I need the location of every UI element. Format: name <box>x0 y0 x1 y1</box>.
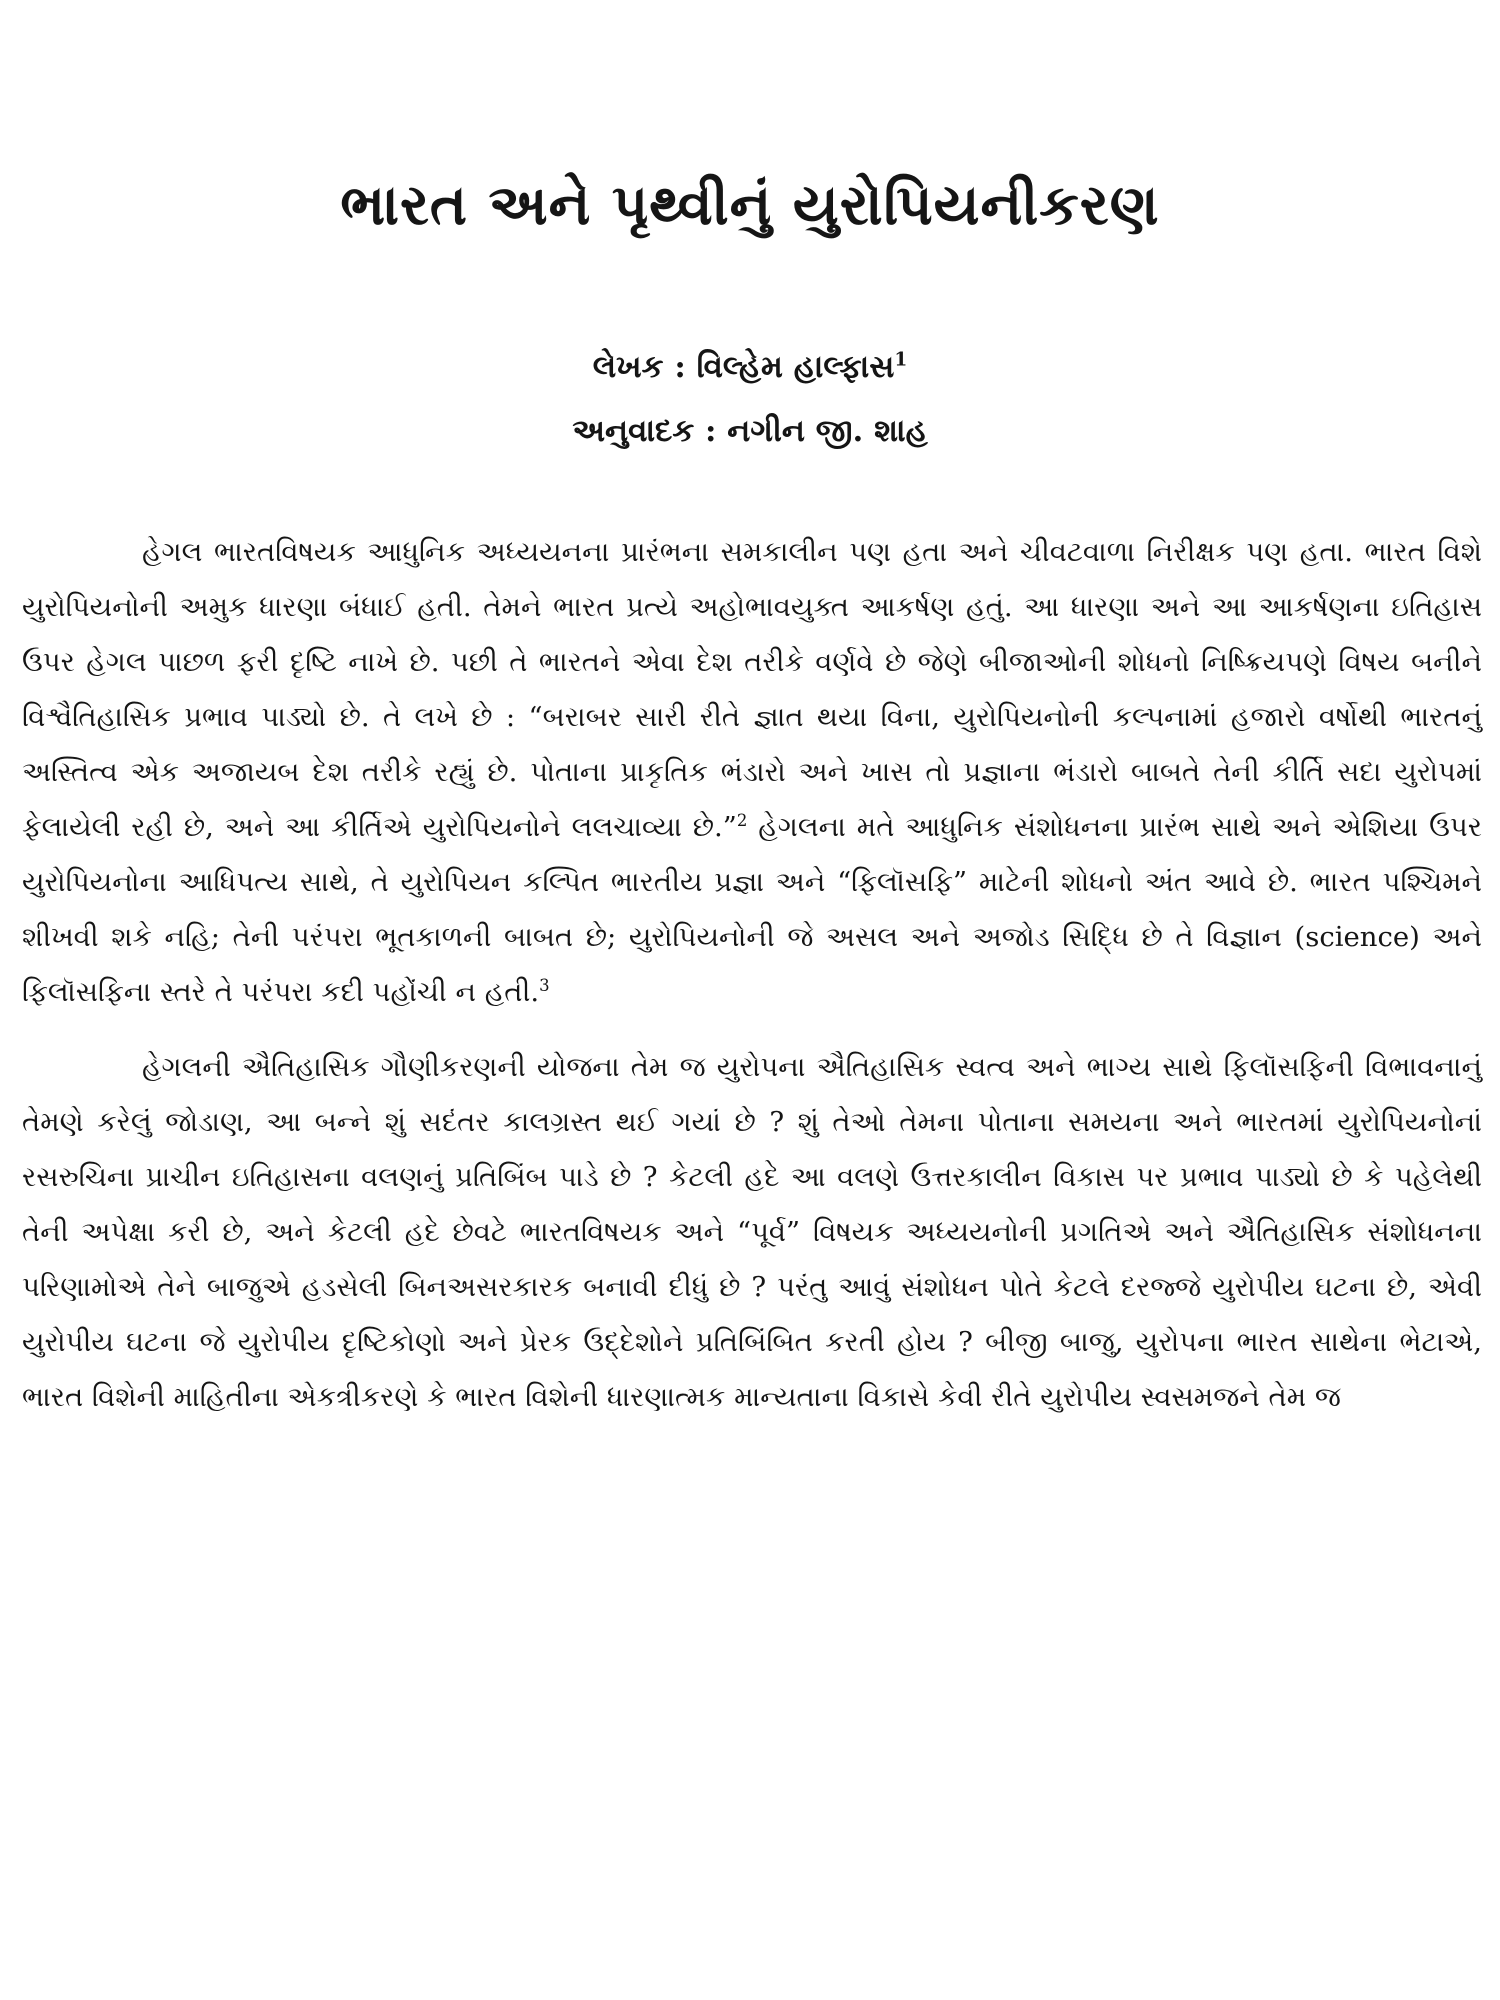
translator-line <box>0 399 1500 463</box>
article-title: ભારત અને પૃથ્વીનું યુરોપિયનીકરણ <box>340 172 1160 238</box>
author-separator: : <box>663 349 697 385</box>
author-footnote-marker: 1 <box>894 349 908 371</box>
author-label: લેખક <box>592 349 664 385</box>
footnote-marker-3: 3 <box>539 975 550 995</box>
footnote-marker-2: 2 <box>736 810 748 830</box>
credits-block <box>0 335 1500 463</box>
paragraph-1 <box>22 525 1482 1020</box>
translator-separator: : <box>694 413 728 449</box>
translator-name: નગીન જી. શાહ <box>727 413 928 449</box>
paragraph-1-text-middle: હેગલના મતે આધુનિક સંશોધનના પ્રારંભ સાથે અને એશિયા ઉપર યુરોપિયનોના આધિપત્ય સાથે, તે યુરોપિયન કલ્પિત ભારતીય પ્રજ્ઞા અને “ફિલૉસફિ” માટેની શોધનો અંત આવે છે. ભારત પશ્ચિમને શીખવી શકે નહિ; તેની પરંપરા ભૂતકાળની બાબત છે; યુરોપિયનોની જે અસલ અને અજોડ સિદ્ધિ છે તે વિજ્ઞાન (science) અને ફિલૉસફિના સ્તરે તે પરંપરા કદી પહોંચી ન હતી. <box>22 811 1483 1008</box>
author-name: વિલ્હેમ હાલ્ફાસ <box>696 349 895 385</box>
translator-label: અનુવાદક <box>572 413 695 449</box>
paragraph-1-text-before: હેગલ ભારતવિષયક આધુનિક અધ્યયનના પ્રારંભના સમકાલીન પણ હતા અને ચીવટવાળા નિરીક્ષક પણ હતા. ભારત વિશે યુરોપિયનોની અમુક ધારણા બંધાઈ હતી. તેમને ભારત પ્રત્યે અહોભાવયુક્ત આકર્ષણ હતું. આ ધારણા અને આ આકર્ષણના ઇતિહાસ ઉપર હેગલ પાછળ ફરી દૃષ્ટિ નાખે છે. પછી તે ભારતને એવા દેશ તરીકે વર્ણવે છે જેણે બીજાઓની શોધનો નિષ્ક્રિયપણે વિષય બનીને વિશ્વૈતિહાસિક પ્રભાવ પાડ્યો છે. તે લખે છે : “બરાબર સારી રીતે જ્ઞાત થયા વિના, યુરોપિયનોની કલ્પનામાં હજારો વર્ષોથી ભારતનું અસ્તિત્વ એક અજાયબ દેશ તરીકે રહ્યું છે. પોતાના પ્રાકૃતિક ભંડારો અને ખાસ તો પ્રજ્ઞાના ભંડારો બાબતે તેની કીર્તિ સદા યુરોપમાં ફેલાયેલી રહી છે, અને આ કીર્તિએ યુરોપિયનોને લલચાવ્યા છે.” <box>22 536 1482 843</box>
paragraph-2: હેગલની ઐતિહાસિક ગૌણીકરણની યોજના તેમ જ યુરોપના ઐતિહાસિક સ્વત્વ અને ભાગ્ય સાથે ફિલૉસફિની વિભાવનાનું તેમણે કરેલું જોડાણ, આ બન્ને શું સદંતર કાલગ્રસ્ત થઈ ગયાં છે ? શું તેઓ તેમના પોતાના સમયના અને ભારતમાં યુરોપિયનોનાં રસરુચિના પ્રાચીન ઇતિહાસના વલણનું પ્રતિબિંબ પાડે છે ? કેટલી હદે આ વલણે ઉત્તરકાલીન વિકાસ પર પ્રભાવ પાડ્યો છે કે પહેલેથી તેની અપેક્ષા કરી છે, અને કેટલી હદે છેવટે ભારતવિષયક અને “પૂર્વ” વિષયક અધ્યયનોની પ્રગતિએ અને ઐતિહાસિક સંશોધનના પરિણામોએ તેને બાજુએ હડસેલી બિનઅસરકારક બનાવી દીધું છે ? પરંતુ આવું સંશોધન પોતે કેટલે દરજ્જે યુરોપીય ઘટના છે, એવી યુરોપીય ઘટના જે યુરોપીય દૃષ્ટિકોણો અને પ્રેરક ઉદ્દેશોને પ્રતિબિંબિત કરતી હોય ? બીજી બાજુ, યુરોપના ભારત સાથેના ભેટાએ, ભારત વિશેની માહિતીના એકત્રીકરણે કે ભારત વિશેની ધારણાત્મક માન્યતાના વિકાસે કેવી રીતે યુરોપીય સ્વસમજને તેમ જ <box>22 1051 1482 1413</box>
article-body <box>22 525 1482 1425</box>
author-line <box>0 335 1500 399</box>
